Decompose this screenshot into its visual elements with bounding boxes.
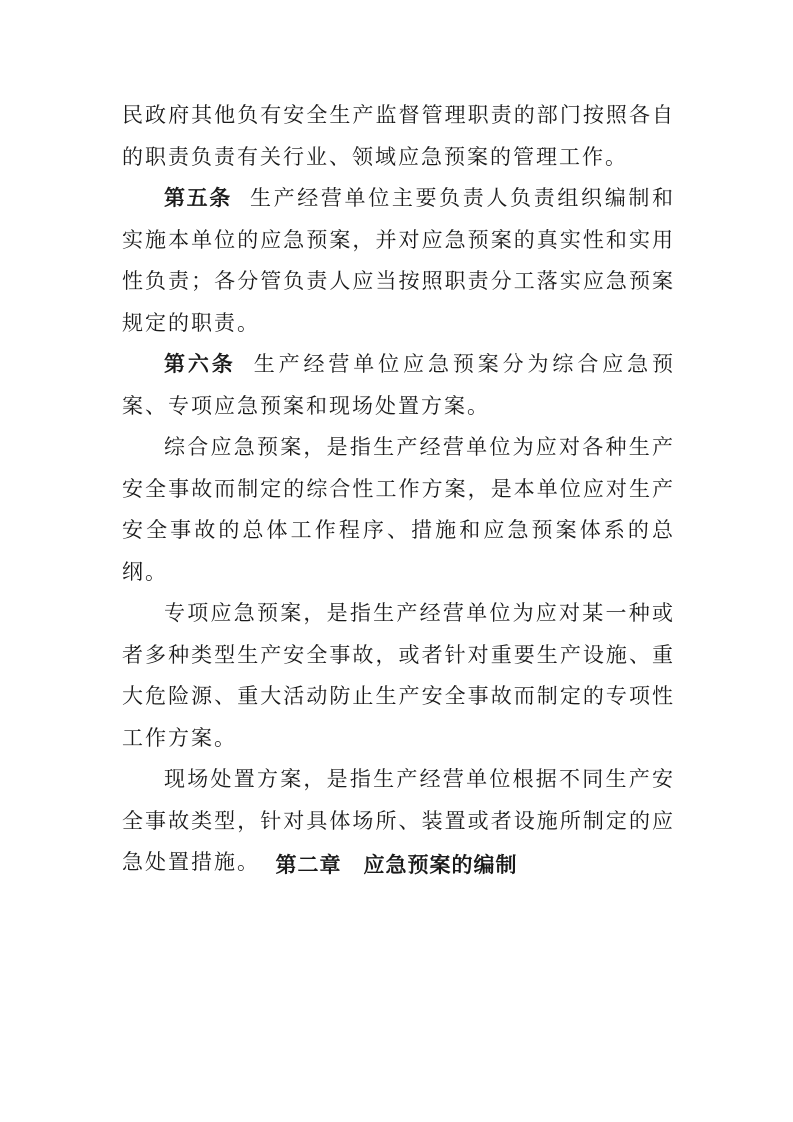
paragraph-comprehensive-plan: 综合应急预案，是指生产经营单位为应对各种生产安全事故而制定的综合性工作方案，是本单位应对生产安全事故的总体工作程序、措施和应急预案体系的总纲。 <box>122 435 675 584</box>
chapter-heading <box>0 845 793 887</box>
article-6-text: 生产经营单位应急预案分为综合应急预案、专项应急预案和现场处置方案。 <box>122 352 676 418</box>
chapter-number: 第二章 <box>275 853 342 877</box>
article-5-label: 第五条 <box>164 186 232 210</box>
paragraph-special-plan: 专项应急预案，是指生产经营单位为应对某一种或者多种类型生产安全事故，或者针对重要生产设施、重大危险源、重大活动防止生产安全事故而制定的专项性工作方案。 <box>122 601 675 750</box>
paragraph-onsite-plan: 现场处置方案，是指生产经营单位根据不同生产安全事故类型，针对具体场所、装置或者设施所制定的应急处置措施。 <box>122 767 675 874</box>
article-6-label: 第六条 <box>164 352 236 376</box>
article-6 <box>122 344 675 427</box>
paragraph-continuation: 民政府其他负有安全生产监督管理职责的部门按照各自的职责负责有关行业、领域应急预案的管理工作。 <box>122 103 675 169</box>
body-text <box>122 95 675 884</box>
article-5-text: 生产经营单位主要负责人负责组织编制和实施本单位的应急预案，并对应急预案的真实性和实用性负责；各分管负责人应当按照职责分工落实应急预案规定的职责。 <box>122 186 676 335</box>
chapter-title: 应急预案的编制 <box>363 853 518 877</box>
article-5 <box>122 178 675 344</box>
